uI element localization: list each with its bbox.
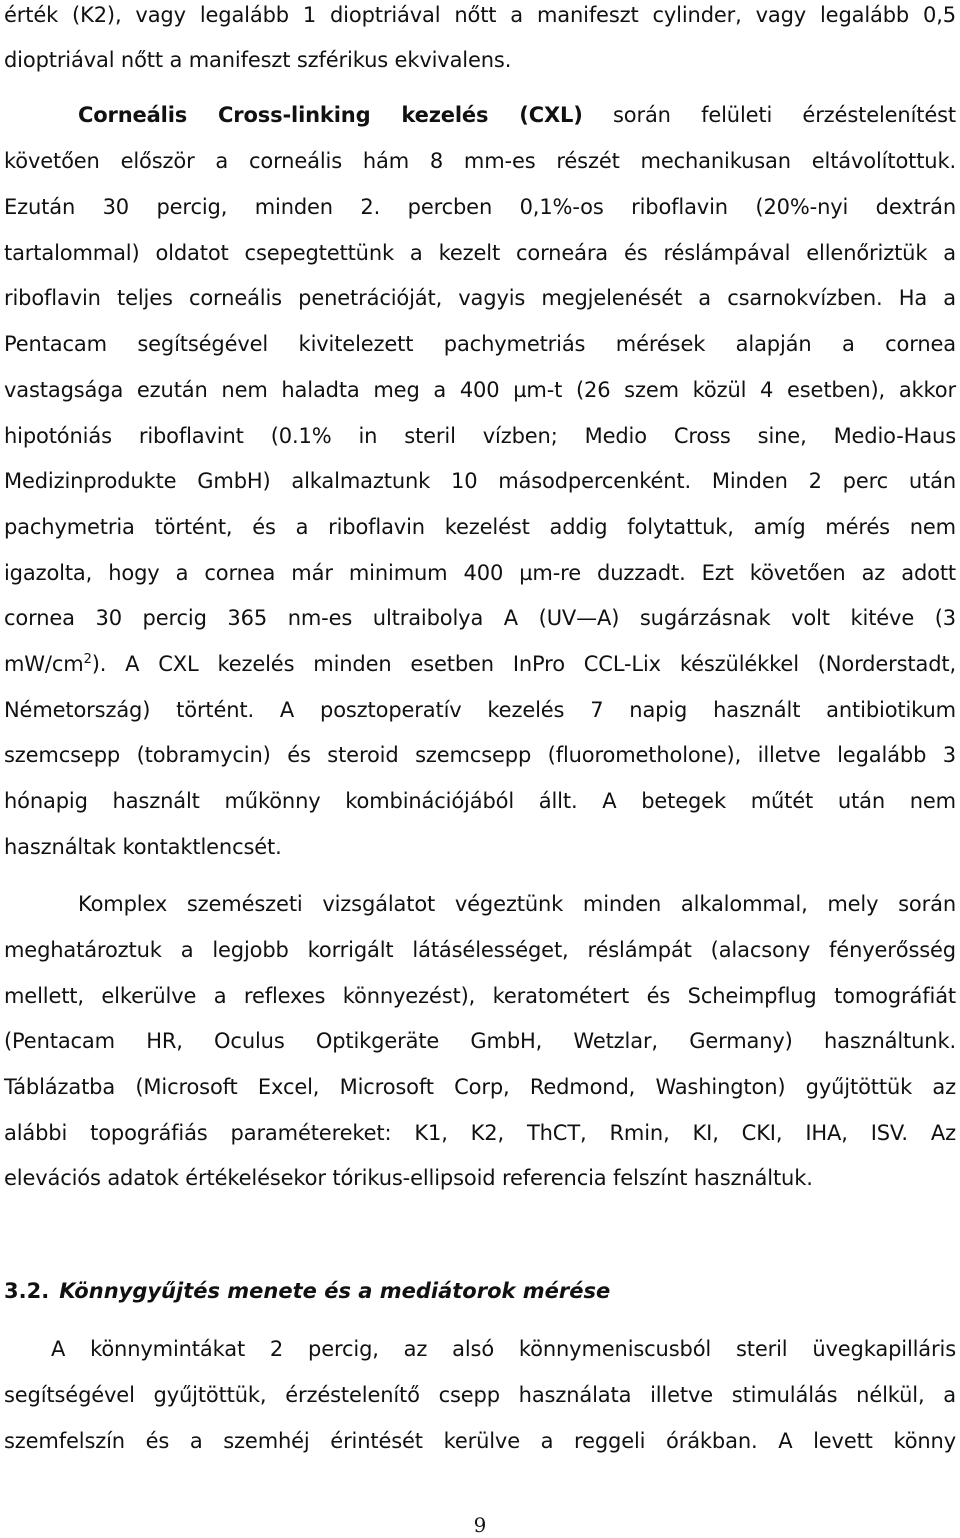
text-line: használtak kontaktlencsét. [4, 835, 282, 859]
text-line: igazolta, hogy a cornea már minimum 400 µm-re duzzadt. Ezt követően az adott [4, 561, 956, 585]
section-number: 3.2. [4, 1279, 50, 1303]
text-span: során felületi érzéstelenítést [582, 103, 956, 127]
text-line: dioptriával nőtt a manifeszt szférikus ekvivalens. [4, 48, 512, 72]
text-line: szemcsepp (tobramycin) és steroid szemcsepp (fluorometholone), illetve legalább 3 [4, 743, 956, 767]
text-line: szemfelszín és a szemhéj érintését kerülve a reggeli órákban. A levett könny [4, 1429, 956, 1453]
text-line: (Pentacam HR, Oculus Optikgeräte GmbH, Wetzlar, Germany) használtunk. [4, 1029, 956, 1053]
text-line: Komplex szemészeti vizsgálatot végeztünk minden alkalommal, mely során [78, 892, 956, 916]
text-line: A könnymintákat 2 percig, az alsó könnymeniscusból steril üvegkapilláris [51, 1337, 956, 1361]
text-line: cornea 30 percig 365 nm-es ultraibolya A (UV—A) sugárzásnak volt kitéve (3 [4, 606, 956, 630]
text-line: Ezután 30 percig, minden 2. percben 0,1%-os riboflavin (20%-nyi dextrán [4, 195, 956, 219]
text-line: hónapig használt műkönny kombinációjából állt. A betegek műtét után nem [4, 789, 956, 813]
text-line: követően először a corneális hám 8 mm-es részét mechanikusan eltávolítottuk. [4, 149, 956, 173]
text-line: riboflavin teljes corneális penetrációját, vagyis megjelenését a csarnokvízben. Ha a [4, 286, 956, 310]
text-line: elevációs adatok értékelésekor tórikus-ellipsoid referencia felszínt használtuk. [4, 1166, 813, 1190]
text-line [4, 641, 956, 687]
section-title: Könnygyűjtés menete és a mediátorok mérése [59, 1279, 611, 1303]
superscript: 2 [83, 652, 92, 667]
bold-term: Corneális Cross-linking kezelés (CXL) [78, 103, 583, 127]
text-line: meghatároztuk a legjobb korrigált látásélességet, réslámpát (alacsony fényerősség [4, 938, 956, 962]
text-line: tartalommal) oldatot csepegtettünk a kezelt corneára és réslámpával ellenőriztük a [4, 241, 956, 265]
text-line: segítségével gyűjtöttük, érzéstelenítő csepp használata illetve stimulálás nélkül, a [4, 1383, 956, 1407]
text-line: alábbi topográfiás paramétereket: K1, K2, ThCT, Rmin, KI, CKI, IHA, ISV. Az [4, 1121, 956, 1145]
page-number: 9 [473, 1513, 487, 1537]
text-line: Pentacam segítségével kivitelezett pachymetriás mérések alapján a cornea [4, 332, 956, 356]
text-line: vastagsága ezután nem haladta meg a 400 µm-t (26 szem közül 4 esetben), akkor [4, 378, 956, 402]
text-line: hipotóniás riboflavint (0.1% in steril vízben; Medio Cross sine, Medio-Haus [4, 424, 956, 448]
section-heading [4, 1268, 610, 1314]
text-line [4, 92, 956, 138]
text-line: Medizinprodukte GmbH) alkalmaztunk 10 másodpercenként. Minden 2 perc után [4, 469, 956, 493]
text-span: mW/cm [4, 652, 84, 676]
text-line: Táblázatba (Microsoft Excel, Microsoft Corp, Redmond, Washington) gyűjtöttük az [4, 1075, 956, 1099]
text-line: pachymetria történt, és a riboflavin kezelést addig folytattuk, amíg mérés nem [4, 515, 956, 539]
text-line: érték (K2), vagy legalább 1 dioptriával nőtt a manifeszt cylinder, vagy legalább 0,5 [4, 3, 956, 27]
text-span: ). A CXL kezelés minden esetben InPro CCL-Lix készülékkel (Norderstadt, [91, 652, 956, 676]
text-line: Németország) történt. A posztoperatív kezelés 7 napig használt antibiotikum [4, 698, 956, 722]
text-line: mellett, elkerülve a reflexes könnyezést), keratométert és Scheimpflug tomográfiát [4, 984, 956, 1008]
